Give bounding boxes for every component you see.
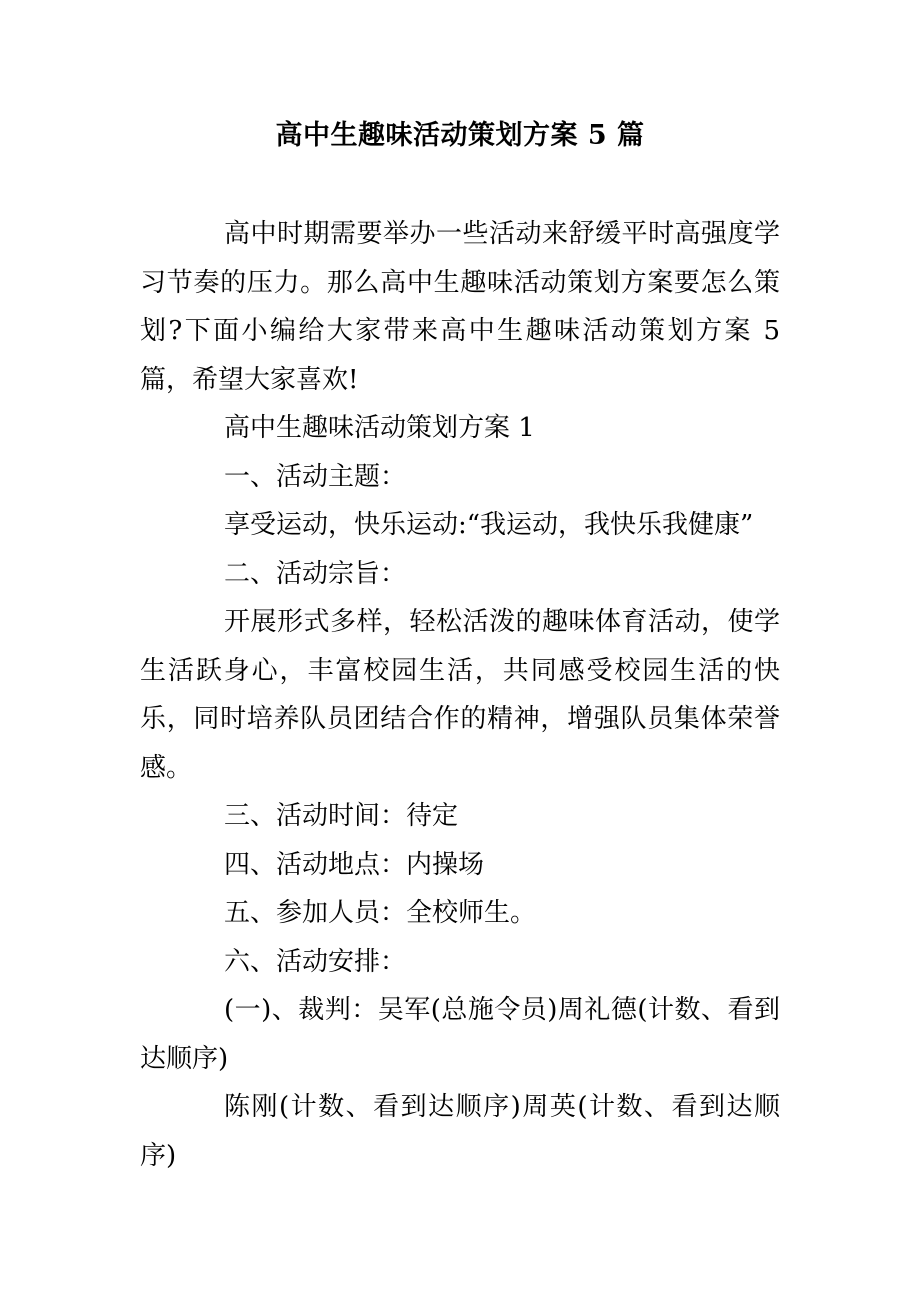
participants: 五、参加人员：全校师生。 [224, 898, 537, 928]
referees-line-2: 陈刚(计数、看到达顺序)周英(计数、看到达顺序) [140, 1092, 780, 1171]
heading-activity-theme: 一、活动主题： [224, 461, 407, 492]
activity-theme-text: 享受运动，快乐运动:“我运动，我快乐我健康” [224, 510, 754, 540]
intro-paragraph: 高中时期需要举办一些活动来舒缓平时高强度学习节奏的压力。那么高中生趣味活动策划方案要怎么策划?下面小编给大家带来高中生趣味活动策划方案 5 篇，希望大家喜欢! [140, 219, 780, 395]
document-body [140, 210, 780, 1180]
section-title-plan-1: 高中生趣味活动策划方案 1 [224, 413, 535, 443]
activity-time: 三、活动时间：待定 [224, 801, 459, 831]
heading-activity-arrangement: 六、活动安排： [224, 946, 407, 977]
document-title: 高中生趣味活动策划方案 5 篇 [275, 120, 645, 151]
activity-purpose-text: 开展形式多样，轻松活泼的趣味体育活动，使学生活跃身心，丰富校园生活，共同感受校园生活的快乐，同时培养队员团结合作的精神，增强队员集体荣誉感。 [140, 607, 780, 783]
heading-activity-purpose: 二、活动宗旨： [224, 558, 407, 589]
activity-location: 四、活动地点：内操场 [224, 849, 485, 880]
referees-line-1: (一)、裁判：吴军(总施令员)周礼德(计数、看到达顺序) [140, 995, 780, 1074]
